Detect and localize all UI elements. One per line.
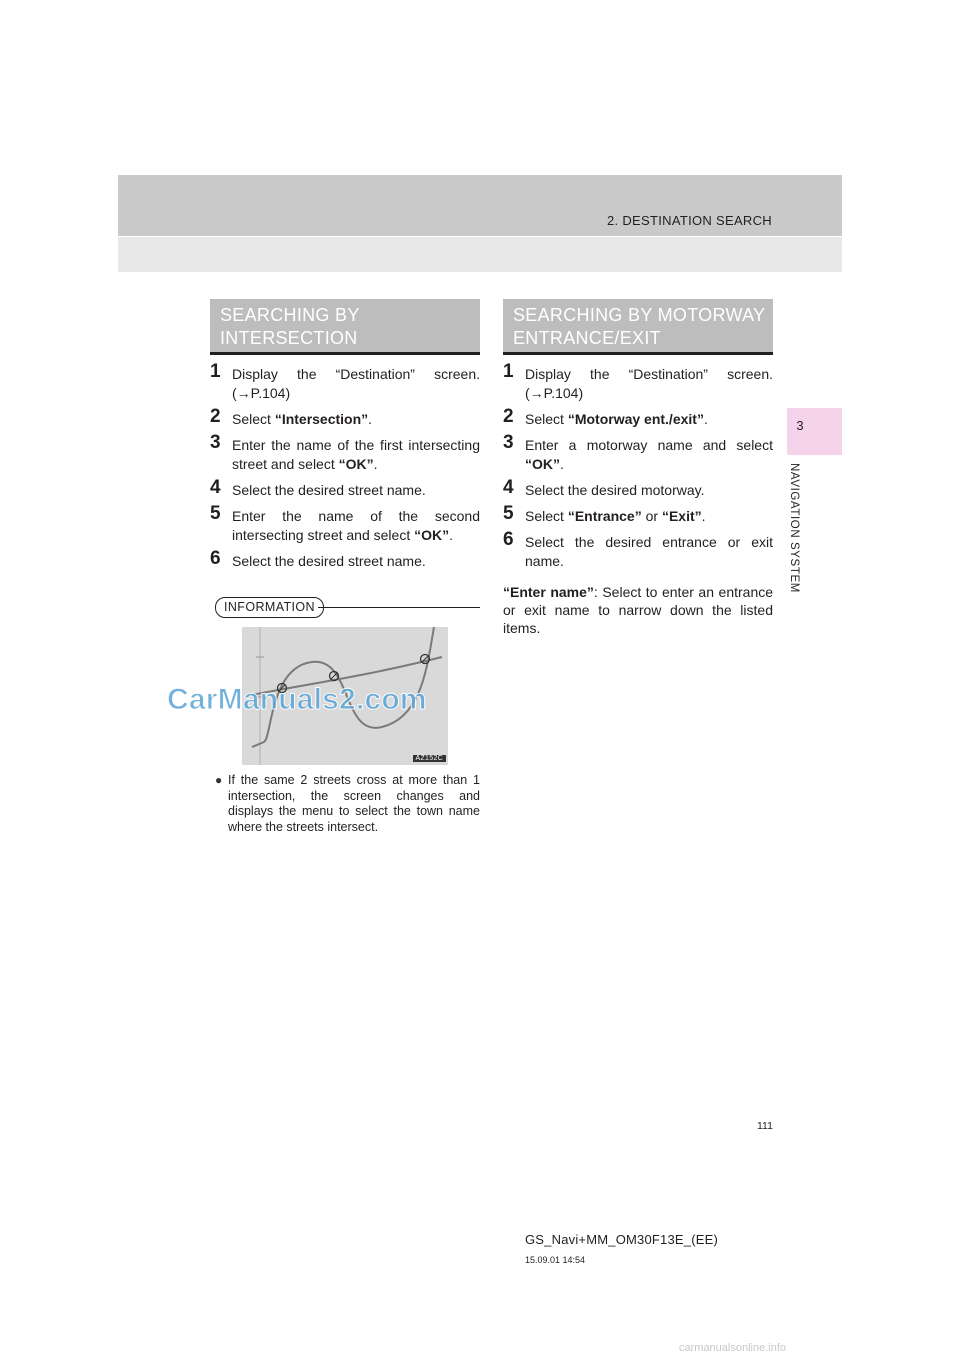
step-number: 3 — [503, 432, 514, 453]
enter-name-note — [503, 583, 773, 637]
information-bullet — [215, 773, 480, 835]
chapter-title: NAVIGATION SYSTEM — [788, 463, 800, 593]
step-text: . — [373, 456, 378, 472]
section-title-line: INTERSECTION — [220, 328, 358, 348]
intersection-steps — [210, 361, 480, 578]
step-item — [503, 477, 773, 500]
option-name: “Enter name” — [503, 584, 594, 600]
step-number: 6 — [503, 529, 514, 550]
step-number: 1 — [210, 361, 221, 382]
step-text: . — [449, 527, 453, 543]
step-number: 5 — [503, 503, 514, 524]
step-number: 1 — [503, 361, 514, 382]
step-text: Select the desired entrance or exit name. — [525, 534, 773, 569]
document-date: 15.09.01 14:54 — [525, 1255, 586, 1265]
figure-code: AZ152C — [413, 755, 446, 762]
step-item — [210, 548, 480, 571]
step-text: Select the desired motorway. — [525, 482, 705, 498]
step-text: Select the desired street name. — [232, 553, 426, 569]
information-rule — [318, 607, 480, 608]
option-name: “Exit” — [661, 508, 702, 524]
step-text: Enter the name of the first intersecting street and select — [232, 437, 480, 472]
option-name: “Motorway ent./exit” — [567, 411, 704, 427]
street-b-tail — [252, 742, 264, 747]
step-text: Enter a motorway name and select — [525, 437, 773, 453]
chapter-number: 3 — [796, 418, 804, 433]
step-item — [210, 361, 480, 403]
step-text: Enter the name of the second intersecting street and select — [232, 508, 480, 543]
footer-watermark: carmanualsonline.info — [679, 1342, 787, 1354]
step-item — [210, 432, 480, 474]
step-text: Display the “Destination” screen. (→P.104) — [232, 366, 480, 401]
option-name: “OK” — [525, 456, 560, 472]
step-text: Display the “Destination” screen. (→P.104) — [525, 366, 773, 401]
step-number: 3 — [210, 432, 221, 453]
step-number: 2 — [503, 406, 514, 427]
step-text: or — [641, 508, 662, 524]
page-number: 111 — [757, 1120, 773, 1132]
step-number: 4 — [210, 477, 221, 498]
step-number: 5 — [210, 503, 221, 524]
option-name: “OK” — [414, 527, 450, 543]
step-text: Select — [525, 411, 568, 427]
motorway-steps — [503, 361, 773, 578]
step-item — [503, 529, 773, 571]
section-title-line: SEARCHING BY MOTORWAY — [513, 305, 766, 325]
watermark-overlay: CarManuals2.com — [167, 683, 427, 716]
chapter-side-label — [790, 463, 810, 613]
step-item — [503, 432, 773, 474]
document-id: GS_Navi+MM_OM30F13E_(EE) — [525, 1232, 719, 1247]
step-number: 6 — [210, 548, 221, 569]
note-text: : Select to enter an entrance or exit name to narrow down the listed items. — [503, 584, 774, 636]
header-divider — [118, 236, 842, 237]
section-title-line: ENTRANCE/EXIT — [513, 328, 661, 348]
step-item — [210, 503, 480, 545]
option-name: “Entrance” — [567, 508, 642, 524]
bullet-icon: ● — [215, 773, 223, 787]
step-number: 4 — [503, 477, 514, 498]
option-name: “OK” — [338, 456, 374, 472]
step-text: Select — [232, 411, 275, 427]
step-text: . — [560, 456, 564, 472]
marker-slash — [331, 673, 337, 679]
step-item — [210, 477, 480, 500]
step-text: . — [368, 411, 373, 427]
step-item — [503, 406, 773, 429]
section-title-line: SEARCHING BY — [220, 305, 360, 325]
step-text: . — [703, 411, 708, 427]
step-item — [210, 406, 480, 429]
step-text: . — [701, 508, 706, 524]
section-title-intersection — [210, 299, 480, 355]
step-text: Select — [525, 508, 568, 524]
step-text: Select the desired street name. — [232, 482, 426, 498]
section-title-motorway — [503, 299, 773, 355]
section-header: 2. DESTINATION SEARCH — [607, 213, 772, 228]
step-item — [503, 361, 773, 403]
step-item — [503, 503, 773, 526]
bullet-text: If the same 2 streets cross at more than 1 intersection, the screen changes and displays the menu to select the town name where the streets intersect. — [228, 773, 480, 834]
step-number: 2 — [210, 406, 221, 427]
option-name: “Intersection” — [274, 411, 369, 427]
information-label: INFORMATION — [215, 597, 324, 618]
